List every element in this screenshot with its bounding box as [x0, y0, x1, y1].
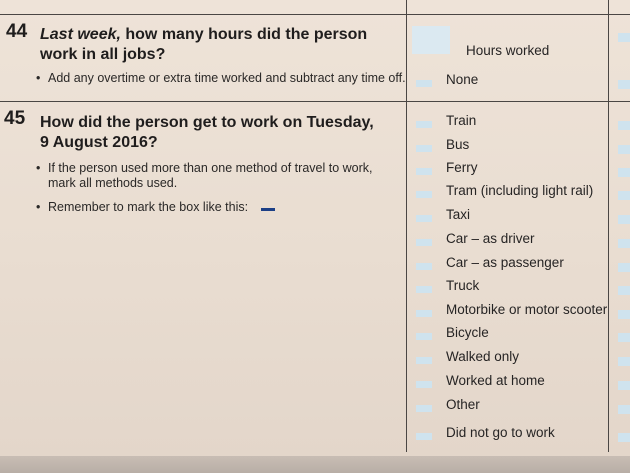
question-45-bullet-1-line1: If the person used more than one method of travel to work,: [48, 161, 373, 175]
option-truck-label: Truck: [446, 278, 480, 293]
question-44-bullet-text: Add any overtime or extra time worked and subtract any time off.: [48, 71, 406, 85]
option-other-label: Other: [446, 397, 480, 412]
question-44-emphasis: Last week,: [40, 26, 121, 43]
edge-box: [618, 215, 630, 224]
option-other-checkbox[interactable]: [416, 405, 432, 412]
top-rule: [0, 14, 630, 15]
option-car-passenger-label: Car – as passenger: [446, 255, 564, 270]
example-mark-icon: [261, 208, 275, 211]
edge-box: [618, 263, 630, 272]
hours-digit-box[interactable]: [412, 26, 450, 54]
option-motorbike-checkbox[interactable]: [416, 310, 432, 317]
option-did-not-go-label: Did not go to work: [446, 425, 555, 440]
option-walked-checkbox[interactable]: [416, 357, 432, 364]
question-45-bullet-1-line2: mark all methods used.: [48, 176, 178, 190]
question-44-text-rest: how many hours did the person: [120, 26, 368, 43]
question-44-text-line2: work in all jobs?: [40, 46, 166, 63]
question-45-bullet-1: [36, 161, 408, 191]
option-car-driver-checkbox[interactable]: [416, 239, 432, 246]
edge-box: [618, 168, 630, 177]
none-checkbox[interactable]: [416, 80, 432, 87]
option-train-checkbox[interactable]: [416, 121, 432, 128]
option-did-not-go-checkbox[interactable]: [416, 433, 432, 440]
table-shadow: [0, 456, 630, 473]
edge-box: [618, 80, 630, 89]
edge-box: [618, 333, 630, 342]
hours-worked-label: Hours worked: [466, 43, 550, 58]
question-45-text-line1: How did the person get to work on Tuesday,: [40, 114, 374, 131]
bullet-dot: •: [36, 71, 41, 85]
question-44-bullet: [36, 71, 408, 86]
option-taxi-checkbox[interactable]: [416, 215, 432, 222]
option-bicycle-checkbox[interactable]: [416, 333, 432, 340]
edge-box: [618, 286, 630, 295]
option-worked-home-checkbox[interactable]: [416, 381, 432, 388]
question-divider: [0, 101, 630, 102]
option-ferry-label: Ferry: [446, 160, 478, 175]
edge-box: [618, 121, 630, 130]
option-bus-label: Bus: [446, 137, 470, 152]
option-truck-checkbox[interactable]: [416, 286, 432, 293]
question-45-number: 45: [4, 108, 26, 129]
option-taxi-label: Taxi: [446, 207, 471, 222]
question-45-bullet-2: [36, 200, 408, 215]
right-column-divider: [608, 0, 609, 452]
option-car-driver-label: Car – as driver: [446, 231, 535, 246]
option-bicycle-label: Bicycle: [446, 325, 489, 340]
option-ferry-checkbox[interactable]: [416, 168, 432, 175]
option-motorbike-label: Motorbike or motor scooter: [446, 302, 608, 317]
option-worked-home-label: Worked at home: [446, 373, 545, 388]
edge-box: [618, 357, 630, 366]
question-45-bullet-2-text: Remember to mark the box like this:: [48, 200, 249, 214]
edge-box: [618, 405, 630, 414]
question-44-text: [40, 25, 400, 65]
edge-box: [618, 381, 630, 390]
question-45-text-line2: 9 August 2016?: [40, 134, 158, 151]
edge-box: [618, 310, 630, 319]
answer-column-divider: [406, 0, 407, 452]
option-car-passenger-checkbox[interactable]: [416, 263, 432, 270]
option-train-label: Train: [446, 113, 477, 128]
none-label: None: [446, 72, 479, 87]
edge-box: [618, 433, 630, 442]
option-tram-checkbox[interactable]: [416, 191, 432, 198]
edge-box: [618, 145, 630, 154]
edge-box: [618, 191, 630, 200]
option-tram-label: Tram (including light rail): [446, 183, 594, 198]
option-walked-label: Walked only: [446, 349, 520, 364]
bullet-dot: •: [36, 161, 41, 175]
option-bus-checkbox[interactable]: [416, 145, 432, 152]
bullet-dot: •: [36, 200, 41, 214]
edge-box: [618, 33, 630, 42]
question-45-text: [40, 113, 400, 153]
question-44-number: 44: [6, 21, 28, 42]
edge-box: [618, 239, 630, 248]
